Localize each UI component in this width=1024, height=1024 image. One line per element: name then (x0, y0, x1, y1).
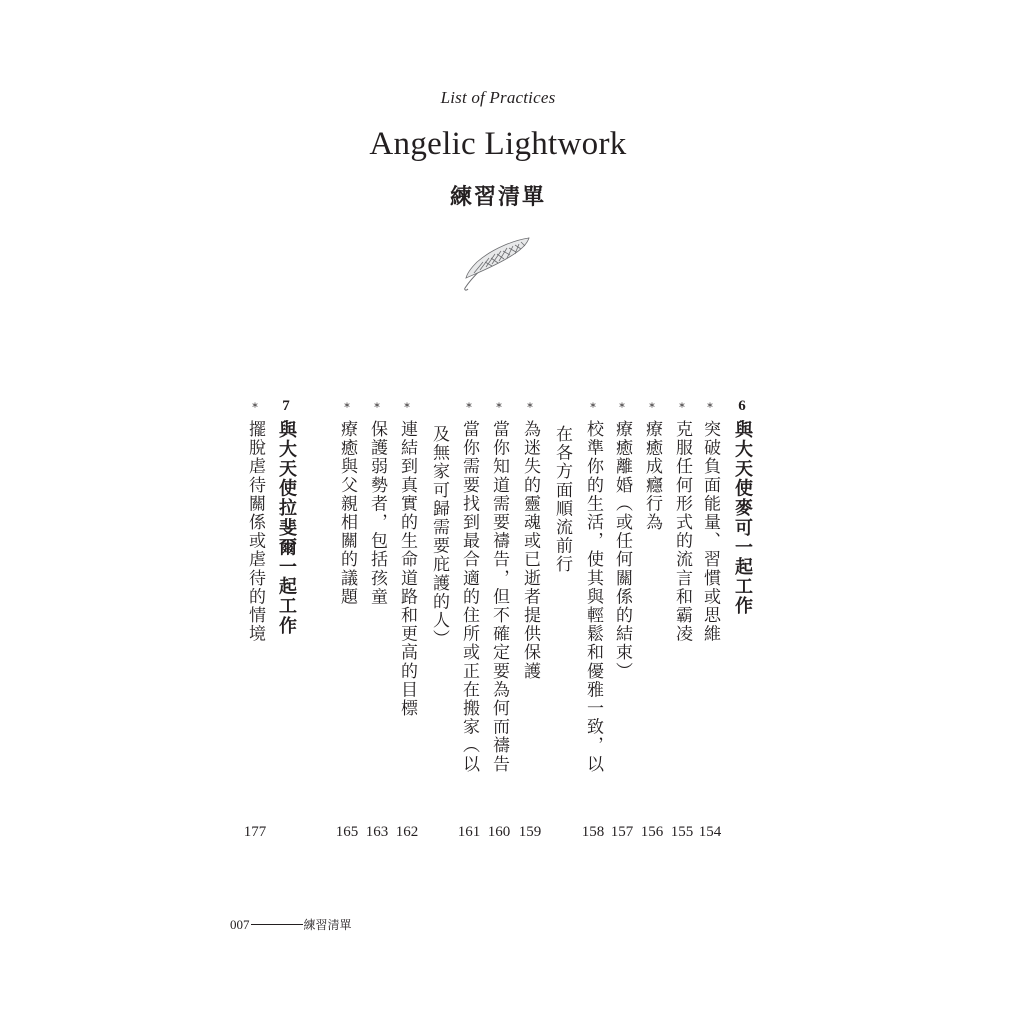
chapter-number: 6 (738, 398, 746, 414)
practice-title: 當你需要找到最合適的住所或正在搬家（以 (459, 420, 479, 774)
practice-title: 突破負面能量、習慣或思維 (700, 420, 720, 644)
feather-icon (459, 232, 533, 292)
practice-title: 克服任何形式的流言和霸凌 (672, 420, 692, 644)
practice-title: 為迷失的靈魂或已逝者提供保護 (520, 420, 540, 681)
page-number: 158 (581, 824, 605, 840)
practice-title: 校準你的生活，使其與輕鬆和優雅一致，以 (583, 420, 603, 774)
practice-title: 當你知道需要禱告，但不確定要為何而禱告 (489, 420, 509, 774)
page-number: 161 (457, 824, 481, 840)
page-number: 162 (395, 824, 419, 840)
footer-divider (251, 924, 303, 925)
page-number: 157 (610, 824, 634, 840)
page-footer (230, 916, 352, 933)
bullet: * (496, 401, 502, 414)
bullet: * (649, 401, 655, 414)
chapter-heading: 與大天使拉斐爾一起工作 (276, 420, 297, 636)
practice-title: 療癒與父親相關的議題 (337, 420, 357, 606)
bullet: * (590, 401, 596, 414)
page-number: 154 (698, 824, 722, 840)
bullet: * (344, 401, 350, 414)
bullet: * (707, 401, 713, 414)
page-number: 177 (243, 824, 267, 840)
bullet: * (527, 401, 533, 414)
footer-running-title: 練習清單 (303, 918, 352, 932)
practice-title: 連結到真實的生命道路和更高的目標 (397, 420, 417, 718)
bullet: * (466, 401, 472, 414)
bullet: * (252, 401, 258, 414)
page-title: Angelic Lightwork (369, 126, 627, 162)
practice-title: 擺脫虐待關係或虐待的情境 (245, 420, 265, 644)
page-number: 165 (335, 824, 359, 840)
page-number: 155 (670, 824, 694, 840)
bullet: * (679, 401, 685, 414)
page-number: 163 (365, 824, 389, 840)
chapter-heading: 與大天使麥可一起工作 (732, 420, 753, 616)
page-number: 156 (640, 824, 664, 840)
practice-title-continuation: 在各方面順流前行 (552, 425, 572, 574)
practice-title-continuation: 及無家可歸需要庇護的人） (429, 425, 449, 649)
practice-title: 保護弱勢者，包括孩童 (367, 420, 387, 606)
page-number: 159 (518, 824, 542, 840)
bullet: * (619, 401, 625, 414)
footer-page-number: 007 (230, 916, 250, 932)
section-subtitle: List of Practices (440, 88, 556, 107)
page-number: 160 (487, 824, 511, 840)
chapter-number: 7 (282, 398, 290, 414)
bullet: * (404, 401, 410, 414)
bullet: * (374, 401, 380, 414)
practice-title: 療癒離婚（或任何關係的結束） (612, 420, 632, 681)
page-title-chinese: 練習清單 (449, 185, 546, 210)
practice-title: 療癒成癮行為 (642, 420, 662, 532)
